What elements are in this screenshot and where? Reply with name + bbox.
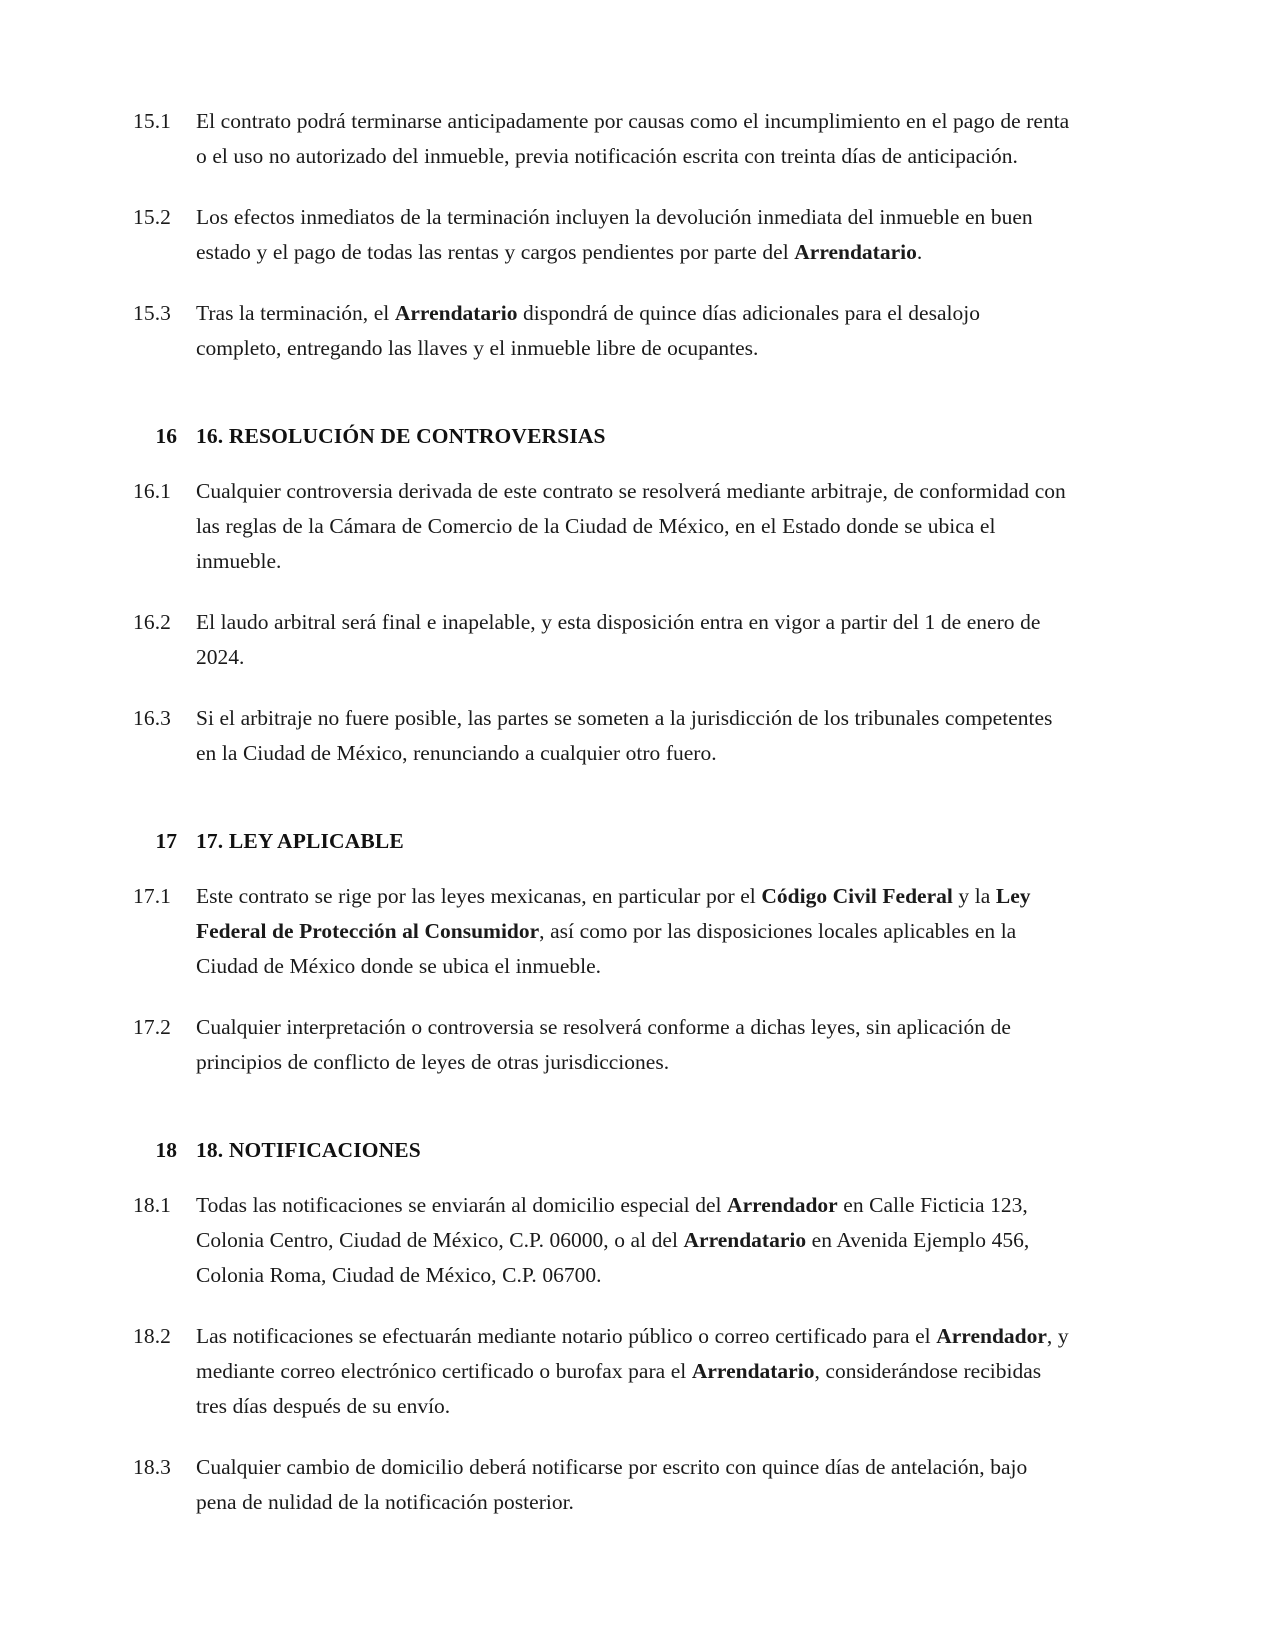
clause-text: El laudo arbitral será final e inapelable, y esta disposición entra en vigor a partir del 1 de enero de 2024. bbox=[196, 610, 1041, 669]
section-heading-title: 18. NOTIFICACIONES bbox=[196, 1138, 421, 1162]
clause-item bbox=[133, 1188, 1070, 1293]
clause-number: 18.3 bbox=[133, 1455, 172, 1479]
clause-text: Las notificaciones se efectuarán mediante notario público o correo certificado para el Arrendador, y mediante correo electrónico certificado o burofax para el Arrendatario, considerándose recibidas tres días después de su envío. bbox=[196, 1324, 1069, 1418]
clause-item bbox=[133, 474, 1070, 579]
clause-text: Cualquier cambio de domicilio deberá notificarse por escrito con quince días de antelación, bajo pena de nulidad de la notificación posterior. bbox=[196, 1455, 1028, 1514]
clause-number: 16.3 bbox=[133, 706, 172, 730]
clause-item bbox=[133, 1450, 1070, 1520]
clause-number: 18.1 bbox=[133, 1193, 172, 1217]
clause-item bbox=[133, 104, 1070, 174]
clause-text: Los efectos inmediatos de la terminación incluyen la devolución inmediata del inmueble en buen estado y el pago de todas las rentas y cargos pendientes por parte del Arrendatario. bbox=[196, 205, 1033, 264]
clause-item bbox=[133, 701, 1070, 771]
document-content bbox=[133, 104, 1070, 1520]
clause-number: 17.2 bbox=[133, 1015, 172, 1039]
clause-item bbox=[133, 200, 1070, 270]
clause-number: 15.1 bbox=[133, 109, 172, 133]
clause-number: 16.2 bbox=[133, 610, 172, 634]
clause-text: Todas las notificaciones se enviarán al domicilio especial del Arrendador en Calle Ficticia 123, Colonia Centro, Ciudad de México, C.P. 06000, o al del Arrendatario en Avenida Ejemplo 456, Colonia Roma, Ciudad de México, C.P. 06700. bbox=[196, 1193, 1030, 1287]
clause-item bbox=[133, 1010, 1070, 1080]
section-heading-number: 16 bbox=[155, 424, 177, 448]
clause-text: Tras la terminación, el Arrendatario dispondrá de quince días adicionales para el desalojo completo, entregando las llaves y el inmueble libre de ocupantes. bbox=[196, 301, 980, 360]
section-heading-title: 17. LEY APLICABLE bbox=[196, 829, 404, 853]
clause-item bbox=[133, 879, 1070, 984]
clause-item bbox=[133, 1319, 1070, 1424]
clause-item bbox=[133, 605, 1070, 675]
clause-text: Este contrato se rige por las leyes mexicanas, en particular por el Código Civil Federal y la Ley Federal de Protección al Consumidor, así como por las disposiciones locales aplicables en la Ciudad de México donde se ubica el inmueble. bbox=[196, 884, 1031, 978]
clause-number: 15.2 bbox=[133, 205, 172, 229]
clause-number: 17.1 bbox=[133, 884, 172, 908]
section-heading-title: 16. RESOLUCIÓN DE CONTROVERSIAS bbox=[196, 424, 606, 448]
clause-text: Cualquier controversia derivada de este contrato se resolverá mediante arbitraje, de conformidad con las reglas de la Cámara de Comercio de la Ciudad de México, en el Estado donde se ubica el inmueble. bbox=[196, 479, 1066, 573]
clause-text: El contrato podrá terminarse anticipadamente por causas como el incumplimiento en el pago de renta o el uso no autorizado del inmueble, previa notificación escrita con treinta días de anticipación. bbox=[196, 109, 1070, 168]
clause-number: 16.1 bbox=[133, 479, 172, 503]
clause-number: 15.3 bbox=[133, 301, 172, 325]
clause-item bbox=[133, 296, 1070, 366]
clause-text: Cualquier interpretación o controversia se resolverá conforme a dichas leyes, sin aplicación de principios de conflicto de leyes de otras jurisdicciones. bbox=[196, 1015, 1011, 1074]
section-heading-number: 17 bbox=[155, 829, 177, 853]
section-heading bbox=[133, 789, 1070, 857]
clause-number: 18.2 bbox=[133, 1324, 172, 1348]
clause-text: Si el arbitraje no fuere posible, las partes se someten a la jurisdicción de los tribunales competentes en la Ciudad de México, renunciando a cualquier otro fuero. bbox=[196, 706, 1053, 765]
section-heading bbox=[133, 1098, 1070, 1166]
section-heading-number: 18 bbox=[155, 1138, 177, 1162]
section-heading bbox=[133, 384, 1070, 452]
